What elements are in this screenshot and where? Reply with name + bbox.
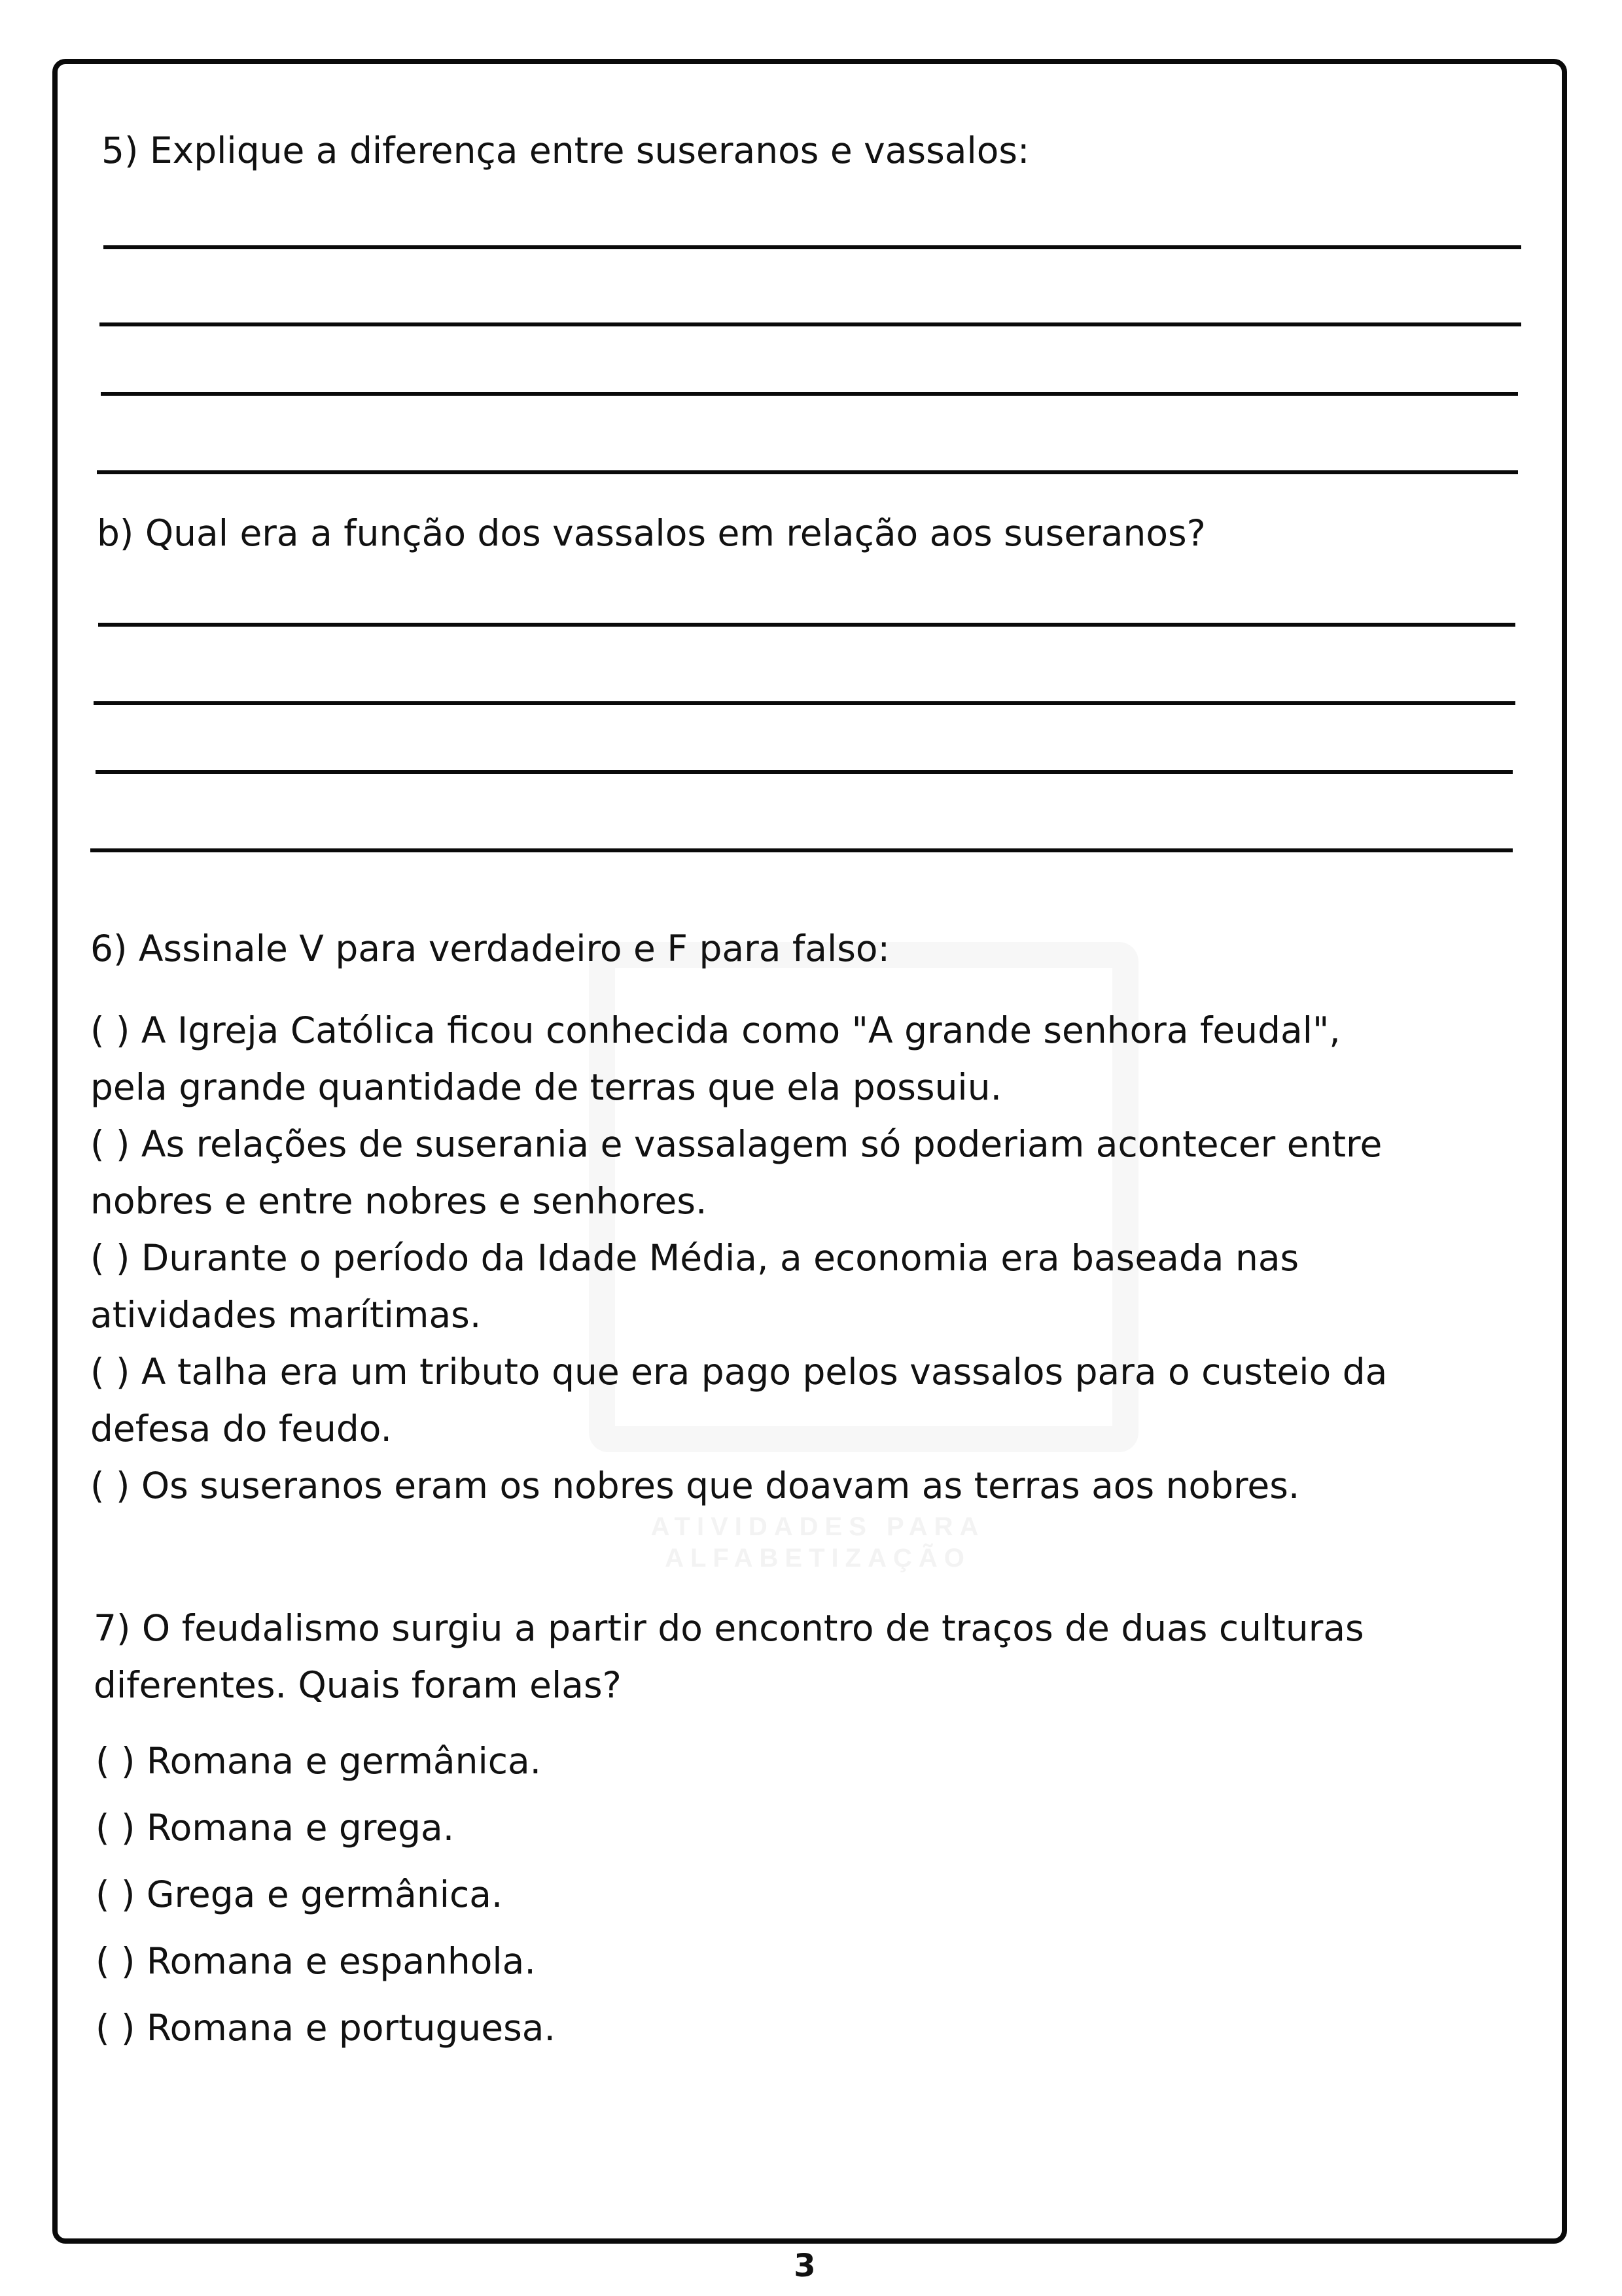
choice-option[interactable]: ( ) Romana e espanhola. [96,1940,536,1982]
true-false-item-line: defesa do feudo. [90,1408,392,1450]
true-false-item-line: atividades marítimas. [90,1294,482,1336]
true-false-item-line: ( ) A talha era um tributo que era pago pelos vassalos para o custeio da [90,1351,1388,1393]
question-5b-prompt: b) Qual era a função dos vassalos em relação aos suseranos? [97,512,1206,554]
true-false-item-line: nobres e entre nobres e senhores. [90,1180,707,1222]
answer-line[interactable] [90,848,1513,852]
choice-option[interactable]: ( ) Romana e germânica. [96,1740,542,1782]
true-false-item-line: ( ) A Igreja Católica ficou conhecida como "A grande senhora feudal", [90,1009,1341,1051]
watermark-text-line2: ALFABETIZAÇÃO [665,1544,971,1573]
choice-option[interactable]: ( ) Romana e grega. [96,1807,455,1849]
question-7-prompt-line2: diferentes. Quais foram elas? [94,1664,622,1706]
true-false-item-line: ( ) Os suseranos eram os nobres que doavam as terras aos nobres. [90,1465,1300,1506]
choice-option[interactable]: ( ) Romana e portuguesa. [96,2007,555,2049]
watermark-text-line1: ATIVIDADES PARA [650,1512,985,1541]
answer-line[interactable] [99,322,1521,326]
true-false-item-line: pela grande quantidade de terras que ela possuiu. [90,1066,1002,1108]
answer-line[interactable] [97,470,1518,474]
true-false-item-line: ( ) Durante o período da Idade Média, a economia era baseada nas [90,1237,1299,1279]
answer-line[interactable] [101,392,1518,396]
question-5-prompt: 5) Explique a diferença entre suseranos e vassalos: [101,130,1030,171]
answer-line[interactable] [103,245,1521,249]
choice-option[interactable]: ( ) Grega e germânica. [96,1873,503,1915]
question-7-prompt-line1: 7) O feudalismo surgiu a partir do encontro de traços de duas culturas [94,1607,1364,1649]
true-false-item-line: ( ) As relações de suserania e vassalagem só poderiam acontecer entre [90,1123,1383,1165]
page-number: 3 [794,2248,816,2284]
answer-line[interactable] [94,701,1515,705]
question-6-prompt: 6) Assinale V para verdadeiro e F para falso: [90,928,890,969]
answer-line[interactable] [98,623,1515,627]
answer-line[interactable] [96,770,1513,774]
